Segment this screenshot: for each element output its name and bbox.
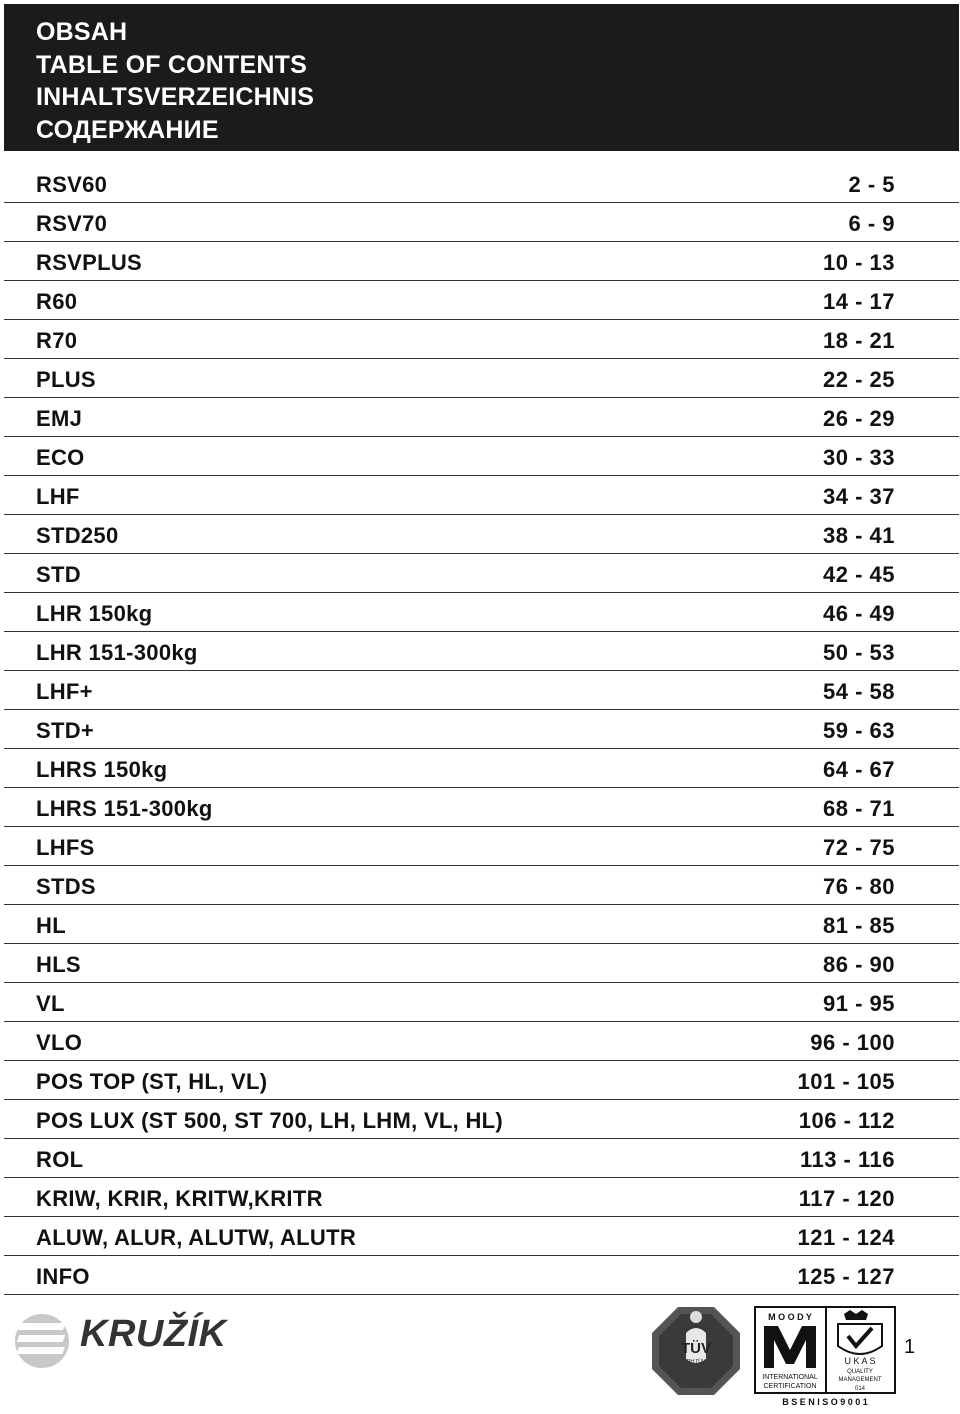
toc-row — [4, 866, 959, 905]
moody-ukas-certification — [754, 1306, 896, 1409]
toc-entry-label: EMJ — [36, 406, 83, 431]
toc-row — [4, 437, 959, 476]
toc-row — [4, 1061, 959, 1100]
toc-entry-label: STD — [36, 562, 81, 587]
toc-row — [4, 983, 959, 1022]
toc-row — [4, 1100, 959, 1139]
toc-row — [4, 203, 959, 242]
toc-entry-pages: 38 - 41 — [823, 523, 895, 548]
page-number: 1 — [904, 1336, 916, 1358]
ukas-quality: QUALITY — [847, 1369, 873, 1375]
ukas-number: 014 — [854, 1386, 866, 1392]
toc-entry-pages: 14 - 17 — [823, 289, 895, 314]
toc-row — [4, 1256, 959, 1295]
toc-entry-pages: 10 - 13 — [823, 250, 895, 275]
title-german: INHALTSVERZEICHNIS — [36, 83, 315, 111]
toc-entry-pages: 117 - 120 — [798, 1186, 895, 1211]
toc-entry-label: ROL — [36, 1147, 84, 1172]
toc-entry-label: STD250 — [36, 523, 119, 548]
table-of-contents — [4, 164, 959, 1295]
toc-row — [4, 164, 959, 203]
toc-row — [4, 476, 959, 515]
toc-entry-label: LHR 150kg — [36, 601, 153, 626]
toc-entry-pages: 106 - 112 — [798, 1108, 895, 1133]
toc-entry-pages: 34 - 37 — [823, 484, 895, 509]
toc-row — [4, 242, 959, 281]
toc-row — [4, 827, 959, 866]
toc-entry-pages: 113 - 116 — [799, 1147, 895, 1172]
toc-entry-label: RSVPLUS — [36, 250, 143, 275]
toc-entry-pages: 46 - 49 — [823, 601, 895, 626]
toc-entry-pages: 18 - 21 — [823, 328, 895, 353]
toc-row — [4, 1022, 959, 1061]
toc-entry-label: STD+ — [36, 718, 95, 743]
toc-entry-label: STDS — [36, 874, 96, 899]
title-russian: СОДЕРЖАНИЕ — [36, 115, 219, 144]
toc-entry-pages: 50 - 53 — [823, 640, 895, 665]
toc-entry-label: HL — [36, 913, 66, 938]
toc-entry-label: HLS — [36, 952, 81, 977]
toc-row — [4, 671, 959, 710]
toc-entry-pages: 42 - 45 — [823, 562, 895, 587]
toc-entry-pages: 125 - 127 — [797, 1264, 895, 1289]
toc-entry-label: R60 — [36, 289, 78, 314]
toc-entry-label: R70 — [36, 328, 78, 353]
toc-row — [4, 710, 959, 749]
toc-entry-pages: 26 - 29 — [823, 406, 895, 431]
toc-entry-label: POS LUX (ST 500, ST 700, LH, LHM, VL, HL) — [36, 1108, 504, 1133]
toc-entry-label: LHFS — [36, 835, 95, 860]
toc-entry-label: POS TOP (ST, HL, VL) — [36, 1069, 268, 1094]
toc-entry-label: LHRS 151-300kg — [36, 796, 213, 821]
toc-entry-label: RSV70 — [36, 211, 108, 236]
toc-entry-pages: 101 - 105 — [797, 1069, 895, 1094]
toc-row — [4, 1178, 959, 1217]
toc-entry-label: VLO — [36, 1030, 83, 1055]
tuv-sub: RH TÜV — [686, 1359, 706, 1365]
toc-entry-pages: 76 - 80 — [823, 874, 895, 899]
toc-row — [4, 749, 959, 788]
toc-row — [4, 320, 959, 359]
toc-row — [4, 593, 959, 632]
toc-entry-pages: 68 - 71 — [823, 796, 895, 821]
moody-certification: CERTIFICATION — [763, 1383, 817, 1390]
toc-entry-pages: 72 - 75 — [823, 835, 895, 860]
toc-entry-label: ECO — [36, 445, 85, 470]
toc-entry-label: LHRS 150kg — [36, 757, 168, 782]
toc-entry-label: INFO — [36, 1264, 90, 1289]
moody-label: M O O D Y — [768, 1312, 812, 1322]
toc-entry-pages: 91 - 95 — [823, 991, 895, 1016]
ukas-label: U K A S — [844, 1356, 876, 1366]
toc-entry-label: LHR 151-300kg — [36, 640, 198, 665]
toc-row — [4, 1139, 959, 1178]
toc-entry-pages: 121 - 124 — [797, 1225, 895, 1250]
toc-row — [4, 944, 959, 983]
toc-entry-label: LHF — [36, 484, 80, 509]
toc-entry-pages: 54 - 58 — [823, 679, 895, 704]
toc-row — [4, 632, 959, 671]
title-czech: OBSAH — [36, 18, 128, 46]
toc-entry-label: RSV60 — [36, 172, 108, 197]
toc-entry-pages: 30 - 33 — [823, 445, 895, 470]
title-english: TABLE OF CONTENTS — [36, 50, 307, 79]
toc-entry-pages: 64 - 67 — [823, 757, 895, 782]
toc-entry-pages: 81 - 85 — [823, 913, 895, 938]
toc-row — [4, 1217, 959, 1256]
kruzik-logo — [14, 1311, 227, 1371]
toc-row — [4, 905, 959, 944]
kruzik-emblem-icon — [14, 1311, 76, 1371]
toc-entry-label: KRIW, KRIR, KRITW,KRITR — [36, 1186, 323, 1211]
toc-entry-pages: 96 - 100 — [810, 1030, 895, 1055]
tuv-mark: TÜV — [681, 1340, 711, 1357]
tuv-certification-seal — [650, 1305, 742, 1397]
toc-entry-pages: 6 - 9 — [848, 211, 895, 236]
toc-row — [4, 281, 959, 320]
toc-entry-pages: 59 - 63 — [823, 718, 895, 743]
brand-name: KRUŽÍK — [80, 1313, 227, 1355]
toc-row — [4, 359, 959, 398]
toc-row — [4, 554, 959, 593]
toc-entry-label: LHF+ — [36, 679, 93, 704]
moody-international: INTERNATIONAL — [762, 1374, 818, 1381]
toc-entry-pages: 2 - 5 — [848, 172, 895, 197]
toc-header — [4, 4, 959, 151]
toc-entry-label: ALUW, ALUR, ALUTW, ALUTR — [36, 1225, 357, 1250]
toc-entry-label: PLUS — [36, 367, 96, 392]
toc-row — [4, 515, 959, 554]
toc-entry-pages: 22 - 25 — [823, 367, 895, 392]
toc-row — [4, 398, 959, 437]
ukas-management: MANAGEMENT — [838, 1377, 882, 1383]
iso-standard: B S E N I S O 9 0 0 1 — [782, 1397, 868, 1407]
toc-entry-pages: 86 - 90 — [823, 952, 895, 977]
toc-entry-label: VL — [36, 991, 65, 1016]
toc-row — [4, 788, 959, 827]
